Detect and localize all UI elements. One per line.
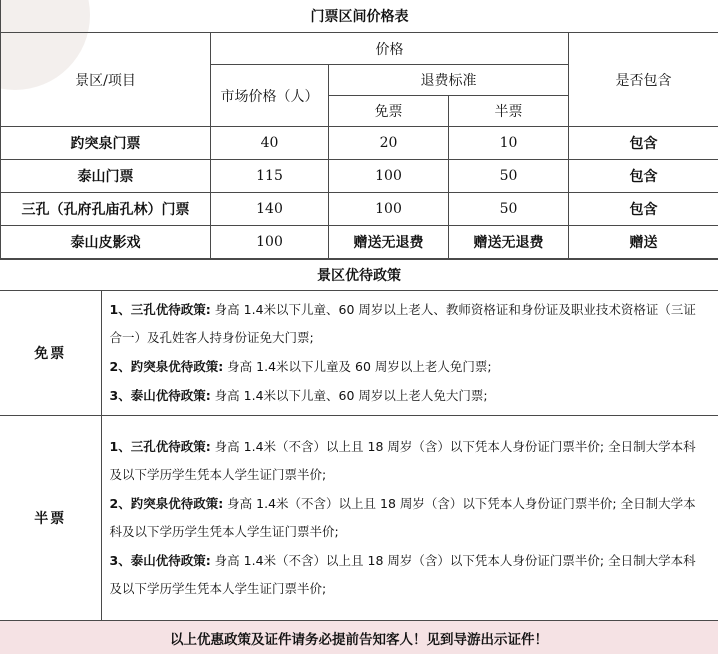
policy-item bbox=[110, 382, 709, 410]
row-name: 趵突泉门票 bbox=[1, 127, 211, 160]
policy-item bbox=[110, 433, 709, 489]
half-policy-list bbox=[101, 416, 718, 621]
item-number: 1、 bbox=[109, 439, 131, 454]
header-includes: 是否包含 bbox=[569, 33, 718, 127]
item-heading: 三孔优待政策: bbox=[130, 302, 211, 317]
table-row bbox=[1, 226, 718, 259]
notice-banner: 以上优惠政策及证件请务必提前告知客人！见到导游出示证件！ bbox=[0, 621, 718, 655]
row-market-price: 115 bbox=[211, 160, 329, 193]
policy-item bbox=[110, 547, 709, 603]
item-number: 3、 bbox=[109, 553, 131, 568]
item-number: 2、 bbox=[109, 496, 131, 511]
table-row bbox=[1, 160, 718, 193]
item-text: 身高 1.4米以下儿童、60 周岁以上老人、教师资格证和身份证及职业技术资格证（三证合一）及孔姓客人持身份证免大门票; bbox=[109, 302, 696, 345]
item-heading: 泰山优待政策: bbox=[130, 553, 211, 568]
free-policy-row bbox=[0, 291, 718, 416]
row-half-refund: 50 bbox=[449, 193, 569, 226]
header-free: 免票 bbox=[329, 96, 449, 127]
policy-item bbox=[110, 353, 709, 381]
row-free-refund: 100 bbox=[329, 160, 449, 193]
row-market-price: 40 bbox=[211, 127, 329, 160]
row-free-refund: 20 bbox=[329, 127, 449, 160]
price-table bbox=[0, 0, 718, 259]
item-text: 身高 1.4米（不含）以上且 18 周岁（含）以下凭本人身份证门票半价; 全日制大学本科及以下学历学生凭本人学生证门票半价; bbox=[109, 553, 696, 596]
row-market-price: 140 bbox=[211, 193, 329, 226]
table-row bbox=[1, 127, 718, 160]
header-half: 半票 bbox=[449, 96, 569, 127]
row-include: 包含 bbox=[569, 160, 718, 193]
row-name: 泰山皮影戏 bbox=[1, 226, 211, 259]
row-half-refund: 赠送无退费 bbox=[449, 226, 569, 259]
item-number: 2、 bbox=[109, 359, 131, 374]
half-label: 半票 bbox=[0, 416, 101, 621]
row-half-refund: 50 bbox=[449, 160, 569, 193]
row-include: 包含 bbox=[569, 193, 718, 226]
row-free-refund: 赠送无退费 bbox=[329, 226, 449, 259]
item-number: 3、 bbox=[109, 388, 131, 403]
free-policy-list bbox=[101, 291, 718, 416]
table-row bbox=[1, 193, 718, 226]
row-include: 包含 bbox=[569, 127, 718, 160]
item-text: 身高 1.4米（不含）以上且 18 周岁（含）以下凭本人身份证门票半价; 全日制大学本科及以下学历学生凭本人学生证门票半价; bbox=[109, 439, 696, 482]
header-market-price: 市场价格（人） bbox=[211, 65, 329, 127]
item-heading: 趵突泉优待政策: bbox=[130, 359, 224, 374]
item-heading: 泰山优待政策: bbox=[130, 388, 211, 403]
row-name: 三孔（孔府孔庙孔林）门票 bbox=[1, 193, 211, 226]
item-heading: 趵突泉优待政策: bbox=[130, 496, 224, 511]
row-free-refund: 100 bbox=[329, 193, 449, 226]
item-text: 身高 1.4米（不含）以上且 18 周岁（含）以下凭本人身份证门票半价; 全日制大学本科及以下学历学生凭本人学生证门票半价; bbox=[109, 496, 696, 539]
header-refund-group: 退费标准 bbox=[329, 65, 569, 96]
header-price-group: 价格 bbox=[211, 33, 569, 65]
item-number: 1、 bbox=[109, 302, 131, 317]
item-heading: 三孔优待政策: bbox=[130, 439, 211, 454]
item-text: 身高 1.4米以下儿童、60 周岁以上老人免大门票; bbox=[210, 388, 488, 403]
row-name: 泰山门票 bbox=[1, 160, 211, 193]
row-half-refund: 10 bbox=[449, 127, 569, 160]
item-text: 身高 1.4米以下儿童及 60 周岁以上老人免门票; bbox=[223, 359, 492, 374]
policy-table bbox=[0, 259, 718, 654]
header-spot: 景区/项目 bbox=[1, 33, 211, 127]
row-include: 赠送 bbox=[569, 226, 718, 259]
half-policy-row bbox=[0, 416, 718, 621]
row-market-price: 100 bbox=[211, 226, 329, 259]
free-label: 免票 bbox=[0, 291, 101, 416]
policy-item bbox=[110, 296, 709, 352]
table-title: 门票区间价格表 bbox=[1, 0, 718, 33]
policy-item bbox=[110, 490, 709, 546]
policy-title: 景区优待政策 bbox=[0, 260, 718, 291]
